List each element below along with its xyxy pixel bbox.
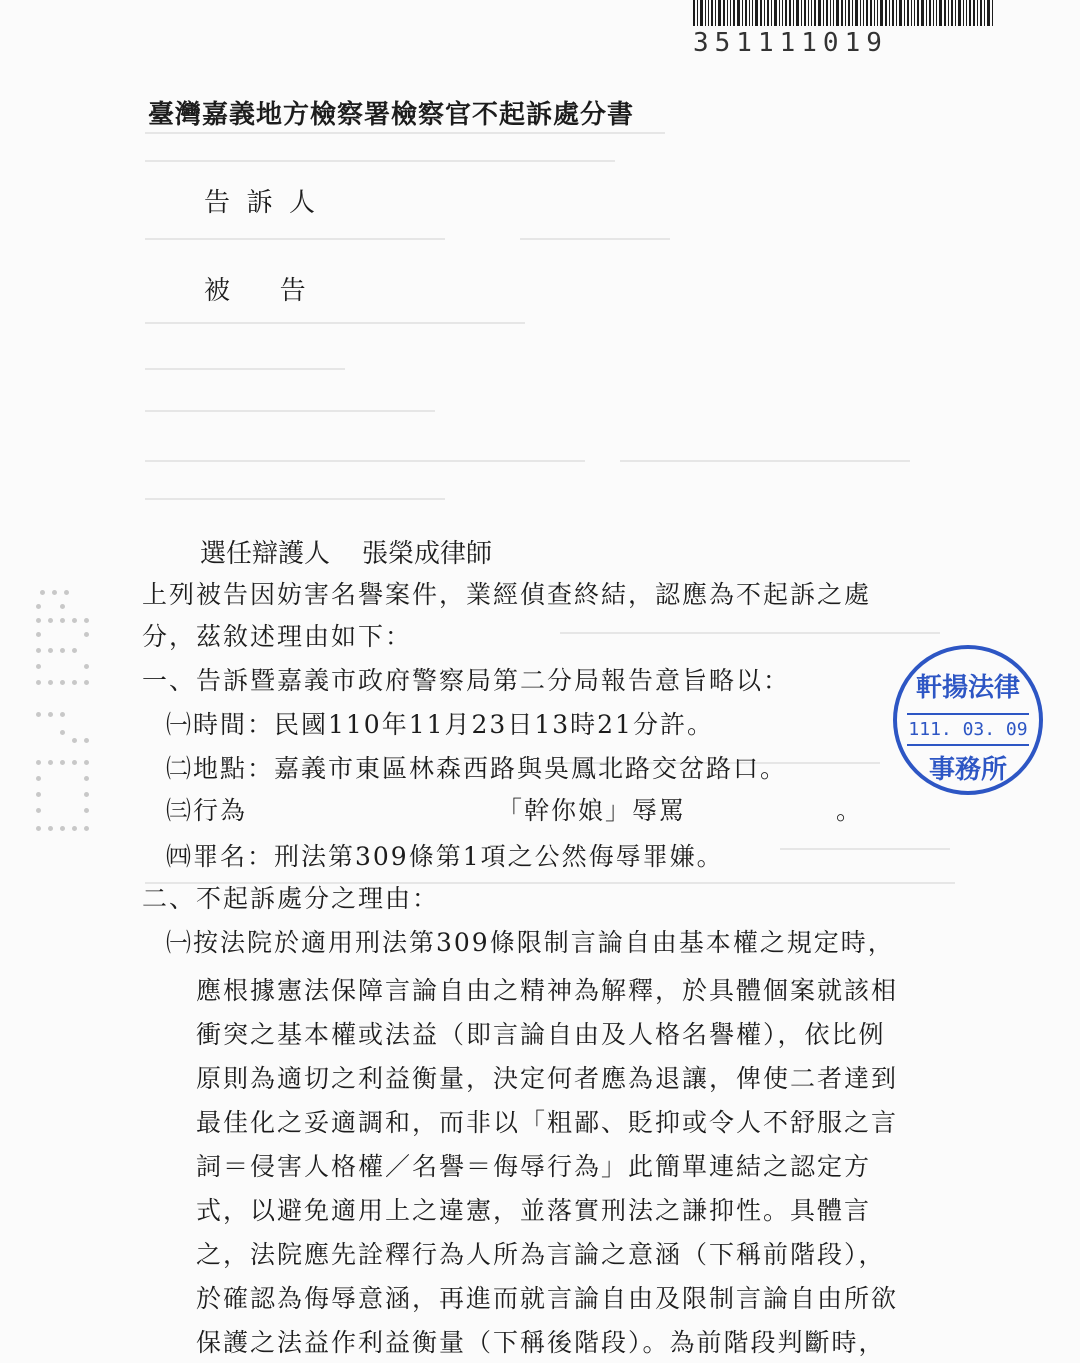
barcode-bar (789, 0, 791, 26)
defense-counsel-label: 選任辯護人 (200, 539, 331, 569)
barcode-bar (830, 0, 831, 26)
section-2-line-6: 詞＝侵害人格權／名譽＝侮辱行為」此簡單連結之認定方 (196, 1152, 872, 1181)
barcode-bar (845, 0, 846, 26)
barcode-bar (826, 0, 828, 26)
intro-line-1: 上列被告因妨害名譽案件，業經偵查終結，認應為不起訴之處 (142, 580, 872, 609)
section-1-heading: 一、告訴暨嘉義市政府警察局第二分局報告意旨略以： (142, 666, 791, 695)
barcode-bar (823, 0, 824, 26)
barcode-bar (818, 0, 821, 26)
section-2-line-8: 之，法院應先詮釋行為人所為言論之意涵（下稱前階段）， (196, 1240, 886, 1269)
barcode-bar (907, 0, 909, 26)
barcode-bar (804, 0, 806, 26)
barcode-bar (730, 0, 731, 26)
barcode-bar (715, 0, 716, 26)
barcode-bar (987, 0, 990, 26)
section-2-line-10: 保護之法益作利益衡量（下稱後階段）。為前階段判斷時， (196, 1328, 886, 1357)
barcode-bar (737, 0, 740, 26)
barcode-bar (808, 0, 809, 26)
barcode-bar (723, 0, 725, 26)
barcode-bar (793, 0, 794, 26)
document-title: 臺灣嘉義地方檢察署檢察官不起訴處分書 (148, 100, 635, 130)
barcode-bar (926, 0, 927, 26)
barcode-bar (693, 0, 695, 26)
section-2-line-9: 於確認為侮辱意涵，再進而就言論自由及限制言論自由所欲 (196, 1284, 899, 1313)
barcode-bar (899, 0, 902, 26)
section-1-act (166, 796, 863, 826)
section-2-line-5: 最佳化之妥適調和，而非以「粗鄙、貶抑或令人不舒服之言 (196, 1108, 899, 1137)
barcode-bar (860, 0, 861, 26)
barcode-bar (929, 0, 931, 26)
barcode-bar (892, 0, 894, 26)
barcode-bar (711, 0, 713, 26)
barcode-bar (939, 0, 942, 26)
barcode-bar (866, 0, 868, 26)
barcode-bar (771, 0, 772, 26)
barcode-bar (767, 0, 769, 26)
barcode-bar (760, 0, 762, 26)
section-2-heading: 二、不起訴處分之理由： (142, 884, 440, 913)
barcode-bar (977, 0, 978, 26)
barcode-bar (944, 0, 946, 26)
section-1-time: ㈠時間：民國110年11月23日13時21分許。 (166, 710, 714, 739)
barcode-number: 351111019 (693, 28, 888, 58)
section-1-place: ㈡地點：嘉義市東區林森西路與吳鳳北路交岔路口。 (166, 754, 788, 783)
barcode-bar (718, 0, 721, 26)
barcode-bar (752, 0, 753, 26)
intro-line-2: 分，茲敘述理由如下： (142, 622, 413, 651)
barcode-bar (911, 0, 912, 26)
barcode-bar (980, 0, 982, 26)
barcode-bar (814, 0, 816, 26)
act-label: ㈢行為 (166, 796, 248, 825)
barcode-bar (966, 0, 967, 26)
stamp-date: 111. 03. 09 (907, 713, 1029, 746)
defense-counsel-name: 張榮成律師 (362, 539, 493, 569)
barcode-bar (733, 0, 735, 26)
barcode-bar (705, 0, 706, 26)
barcode-bar (742, 0, 743, 26)
barcode-bar (969, 0, 971, 26)
section-1-charge: ㈣罪名：刑法第309條第1項之公然侮辱罪嫌。 (166, 842, 724, 871)
barcode (693, 0, 1023, 26)
barcode-bar (697, 0, 698, 26)
section-2-line-7: 式，以避免適用上之違憲，並落實刑法之謙抑性。具體言 (196, 1196, 872, 1225)
barcode-bar (870, 0, 872, 26)
barcode-bar (796, 0, 799, 26)
barcode-bar (992, 0, 993, 26)
barcode-bar (755, 0, 758, 26)
barcode-bar (889, 0, 890, 26)
barcode-bar (863, 0, 864, 26)
barcode-bar (745, 0, 747, 26)
barcode-bar (874, 0, 875, 26)
barcode-bar (955, 0, 956, 26)
barcode-bar (801, 0, 802, 26)
barcode-bar (885, 0, 887, 26)
barcode-bar (880, 0, 883, 26)
defendant-label: 被 告 (204, 276, 306, 306)
barcode-bar (841, 0, 843, 26)
barcode-bar (811, 0, 812, 26)
section-2-line-3: 衝突之基本權或法益（即言論自由及人格名譽權），依比例 (196, 1020, 886, 1049)
barcode-bar (914, 0, 915, 26)
complainant-label: 告 訴 人 (204, 188, 316, 218)
act-end: 。 (836, 796, 864, 825)
barcode-bar (917, 0, 919, 26)
barcode-bar (785, 0, 787, 26)
barcode-bar (921, 0, 924, 26)
stamp-office: 事務所 (928, 755, 1007, 785)
barcode-bar (984, 0, 985, 26)
barcode-bar (774, 0, 777, 26)
stamp-firm-name: 軒揚法律 (915, 673, 1020, 703)
barcode-bar (973, 0, 975, 26)
barcode-bar (848, 0, 850, 26)
barcode-bar (782, 0, 783, 26)
receipt-stamp (893, 645, 1043, 795)
act-quote: 「幹你娘」辱罵 (497, 796, 687, 825)
barcode-bar (727, 0, 728, 26)
section-2-line-2: 應根據憲法保障言論自由之精神為解釋，於具體個案就該相 (196, 976, 899, 1005)
barcode-bar (708, 0, 709, 26)
defense-counsel (200, 533, 492, 570)
barcode-bar (877, 0, 878, 26)
barcode-bar (764, 0, 765, 26)
barcode-bar (963, 0, 964, 26)
section-2-line-1: ㈠按法院於適用刑法第309條限制言論自由基本權之規定時， (166, 928, 895, 957)
barcode-bar (904, 0, 905, 26)
barcode-bar (700, 0, 703, 26)
barcode-bar (779, 0, 780, 26)
barcode-bar (933, 0, 934, 26)
barcode-bar (951, 0, 953, 26)
barcode-bar (836, 0, 839, 26)
barcode-bar (852, 0, 853, 26)
barcode-bar (833, 0, 834, 26)
section-2-line-4: 原則為適切之利益衡量，決定何者應為退讓，俾使二者達到 (196, 1064, 899, 1093)
barcode-bar (896, 0, 897, 26)
barcode-bar (958, 0, 961, 26)
barcode-bar (749, 0, 750, 26)
barcode-bar (936, 0, 937, 26)
barcode-bar (855, 0, 858, 26)
barcode-bar (948, 0, 949, 26)
